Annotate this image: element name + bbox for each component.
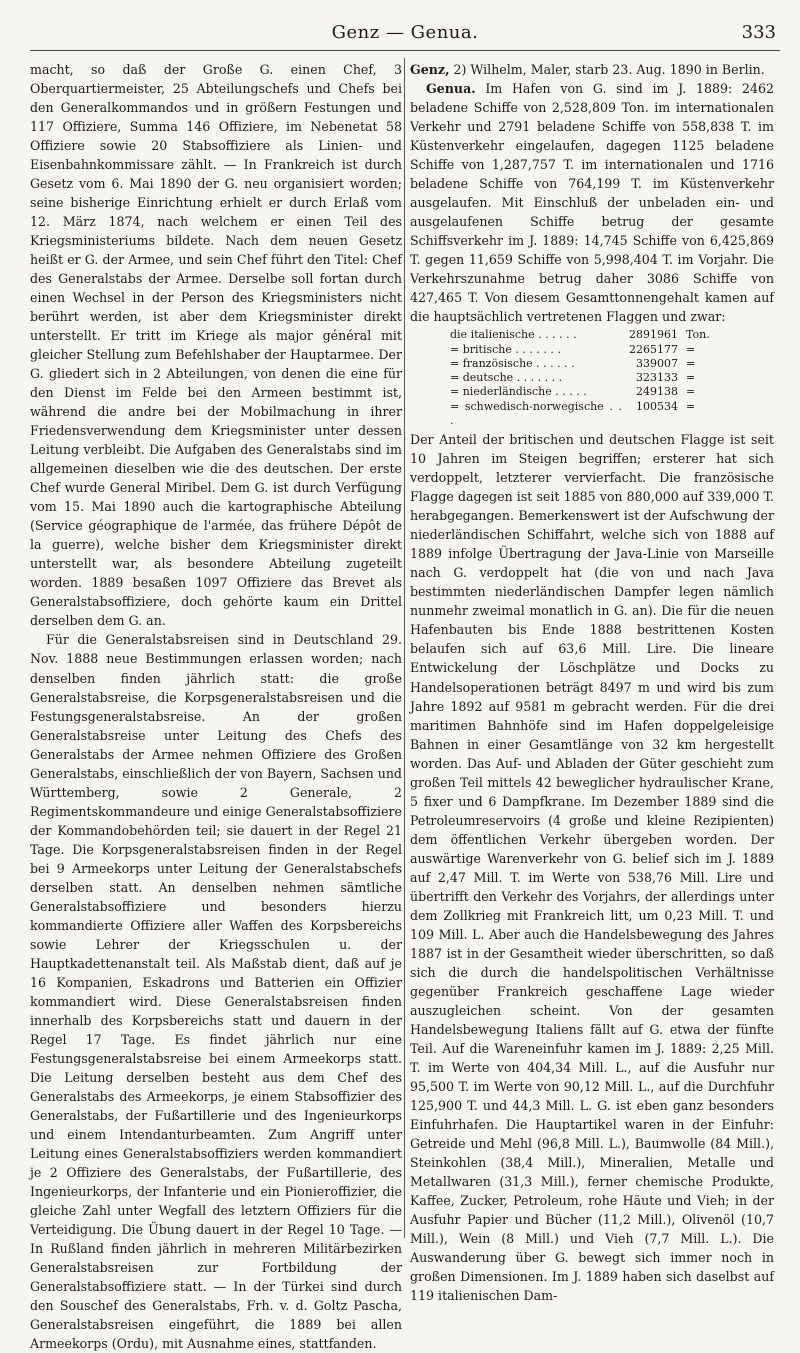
flag-unit: = xyxy=(686,356,696,370)
flag-tonnage: 2265177 xyxy=(629,342,678,356)
genua-text: Im Hafen von G. sind im J. 1889: 2462 beladene Schiffe von 2,528,809 Ton. im internationalen Verkehr und 2791 beladene Schiffe von 558,838 T. im Küstenverkehr eingelaufen, dagegen 1125 beladene Schiffe von 1,287,757 T. im internationalen und 1716 beladene Schiffe von 764,199 T. im Küstenverkehr ausgelaufen. Mit Einschluß der unbeladen ein- und ausgelaufenen Schiffe betrug der gesamte Schiffsverkehr im J. 1889: 14,745 Schiffe von 6,425,869 T. gegen 11,659 Schiffe von 5,998,404 T. im Vorjahr. Die Verkehrszunahme betrug daher 3086 Schiffe von 427,465 T. Von diesem Gesamttonnengehalt kamen auf die hauptsächlich vertretenen Flaggen und zwar: xyxy=(410,81,774,325)
flag-unit: = xyxy=(686,342,696,356)
flag-unit: Ton. xyxy=(686,328,710,342)
table-row xyxy=(450,357,726,371)
column-divider xyxy=(404,58,405,1238)
genua-trade-paragraph: Der Anteil der britischen und deutschen Flagge ist seit 10 Jahren im Steigen begriffen; ersterer hat sich verdoppelt, letzterer vervierfacht. Die französische Flagge dagegen ist seit 1885 von 880,000 auf 339,000 T. herabgegangen. Bemerkenswert ist der Aufschwung der niederländischen Schiffahrt, welche sich von 1888 auf 1889 infolge Übertragung der Java-Linie von Marseille nach G. verdoppelt hat (die von und nach Java bestimmten niederländischen Dampfer legen nämlich nunmehr zweimal monatlich in G. an). Die für die neuen Hafenbauten bis Ende 1888 bestrittenen Kosten belaufen sich auf 63,6 Mill. Lire. Die lineare Entwickelung der Löschplätze und Docks zu Handelsoperationen beträgt 8497 m und wird bis zum Jahre 1892 auf 9581 m gebracht werden. Für die drei maritimen Bahnhöfe sind im Hafen doppelgeleisige Bahnen in einer Gesamtlänge von 32 km hergestellt worden. Das Auf- und Abladen der Güter geschieht zum großen Teil mittels 42 beweglicher hydraulischer Krane, 5 fixer und 6 Dampfkrane. Im Dezember 1889 sind die Petroleumreservoirs (4 große und kleine Rezipienten) dem öffentlichen Verkehr übergeben worden. Der auswärtige Warenverkehr von G. belief sich im J. 1889 auf 2,47 Mill. T. im Werte von 538,76 Mill. Lire und übertrifft den Verkehr des Vorjahrs, der allerdings unter dem Zollkrieg mit Frankreich litt, um 0,23 Mill. T. und 109 Mill. L. Aber auch die Handelsbewegung des Jahres 1887 ist in der Gesamtheit wieder überschritten, so daß sich die durch die handelspolitischen Verhältnisse gegenüber Frankreich geschaffene Lage wieder auszugleichen scheint. Von der gesamten Handelsbewegung Italiens fällt auf G. etwa der fünfte Teil. Auf die Wareneinfuhr kamen im J. 1889: 2,25 Mill. T. im Werte von 404,34 Mill. L., auf die Ausfuhr nur 95,500 T. im Werte von 90,12 Mill. L., auf die Durchfuhr 125,900 T. und 44,3 Mill. L. G. ist eben ganz besonders Einfuhrhafen. Die Hauptartikel waren in der Einfuhr: Getreide und Mehl (96,8 Mill. L.), Baumwolle (84 Mill.), Steinkohlen (38,4 Mill.), Mineralien, Metalle und Metallwaren (31,3 Mill.), ferner chemische Produkte, Kaffee, Zucker, Petroleum, rohe Häute und Vieh; in der Ausfuhr Papier und Bücher (11,2 Mill.), Olivenöl (10,7 Mill.), Wein (8 Mill.) und Vieh (7,7 Mill. L.). Die Auswanderung über G. bewegt sich immer noch in großen Dimensionen. Im J. 1889 haben sich daselbst auf 119 italienischen Dam- xyxy=(410,432,774,1303)
page-number: 333 xyxy=(741,22,776,43)
flag-unit: = xyxy=(686,399,696,413)
running-title: Genz — Genua. xyxy=(331,22,479,43)
flag-name: = britische . . . . . . . xyxy=(450,342,561,356)
flag-tonnage: 323133 xyxy=(636,371,678,385)
flag-tonnage: 339007 xyxy=(636,356,678,370)
flag-tonnage-table xyxy=(450,328,726,428)
generalstab-paragraph: macht, so daß der Große G. einen Chef, 3 Oberquartiermeister, 25 Abteilungschefs und Chefs bei den Generalkommandos und in größern Festungen und 117 Offiziere, Summa 146 Offiziere, im Nebenetat 58 Offiziere sowie 20 Stabsoffiziere als Linien- und Eisenbahnkommissare zählt. — In Frankreich ist durch Gesetz vom 6. Mai 1890 der G. neu organisiert worden; seine bisherige Einrichtung erhielt er durch Erlaß vom 12. März 1874, nach welchem er einen Teil des Kriegsministeriums bildete. Nach dem neuen Gesetz heißt er G. der Armee, und sein Chef führt den Titel: Chef des Generalstabs der Armee. Derselbe soll fortan durch einen Wechsel in der Person des Kriegsministers nicht berührt werden, ist aber dem Kriegsminister direkt unterstellt. Er tritt im Kriege als major général mit gleicher Stellung zum Befehlshaber der Hauptarmee. Der G. gliedert sich in 2 Abteilungen, von denen die eine für den Dienst im Felde bei den Armeen bestimmt ist, während die andre bei der Mobilmachung in ihrer Friedensverwendung dem Kriegsminister unter dessen Leitung verbleibt. Die Aufgaben des Generalstabs sind im allgemeinen dieselben wie die des deutschen. Der erste Chef wurde General Miribel. Dem G. ist durch Verfügung vom 15. Mai 1890 auch die kartographische Abteilung (Service géographique de l'armée, das frühere Dépôt de la guerre), welche bisher dem Kriegsminister direkt unterstellt war, als besondere Abteilung zugeteilt worden. 1889 besaßen 1097 Offiziere das Brevet als Generalstabsoffiziere, doch gehörte kaum ein Drittel derselben dem G. an. xyxy=(30,62,402,629)
left-column xyxy=(30,60,402,1353)
generalstabsreisen-paragraph: Für die Generalstabsreisen sind in Deutschland 29. Nov. 1888 neue Bestimmungen erlassen worden; nach denselben finden jährlich statt: die große Generalstabsreise, die Korpsgeneralstabsreisen und die Festungsgeneralstabsreise. An der großen Generalstabsreise unter Leitung des Chefs des Generalstabs der Armee nehmen Offiziere des Großen Generalstabs, einschließlich der von Bayern, Sachsen und Württemberg, sowie 2 Generale, 2 Regimentskommandeure und einige Generalstabsoffiziere der Kommandobehörden teil; sie dauert in der Regel 21 Tage. Die Korpsgeneralstabsreisen finden in der Regel bei 9 Armeekorps unter Leitung der Generalstabschefs derselben statt. An denselben nehmen sämtliche Generalstabsoffiziere und besonders hierzu kommandierte Offiziere aller Waffen des Korpsbereichs sowie Lehrer der Kriegsschulen u. der Hauptkadettenanstalt teil. Als Maßstab dient, daß auf je 16 Kompanien, Eskadrons und Batterien ein Offizier kommandiert wird. Diese Generalstabsreisen finden innerhalb des Korpsbereichs statt und dauern in der Regel 17 Tage. Es findet jährlich nur eine Festungsgeneralstabsreise bei einem Armeekorps statt. Die Leitung derselben besteht aus dem Chef des Generalstabs des Armeekorps, je einem Stabsoffizier des Generalstabs, der Fußartillerie und des Ingenieurkorps und einem Intendanturbeamten. Zum Angriff unter Leitung eines Generalstabsoffiziers werden kommandiert je 2 Offiziere des Generalstabs, der Fußartillerie, des Ingenieurkorps, der Infanterie und ein Pionieroffizier, die gleiche Zahl unter Wegfall des letztern Offiziers für die Verteidigung. Die Übung dauert in der Regel 10 Tage. — In Rußland finden jährlich in mehreren Militärbezirken Generalstabsreisen zur Fortbildung der Generalstabsoffiziere statt. — In der Türkei sind durch den Souschef des Generalstabs, Frh. v. d. Goltz Pascha, Generalstabsreisen eingeführt, die 1889 bei allen Armeekorps (Ordu), mit Ausnahme eines, stattfanden. xyxy=(30,632,402,1352)
table-row xyxy=(450,400,726,429)
flag-name: = französische . . . . . . xyxy=(450,356,575,370)
table-row xyxy=(450,385,726,399)
genz-headword: Genz, xyxy=(410,62,450,77)
flag-tonnage: 249138 xyxy=(636,385,678,399)
right-column xyxy=(410,60,774,1305)
flag-name: = schwedisch-norwegische . . . xyxy=(450,399,622,427)
flag-name: die italienische . . . . . . xyxy=(450,328,577,342)
genz-entry xyxy=(410,60,774,79)
table-row xyxy=(450,343,726,357)
flag-tonnage: 2891961 xyxy=(629,328,678,342)
genua-headword: Genua. xyxy=(426,81,476,97)
table-row xyxy=(450,371,726,385)
flag-name: = deutsche . . . . . . . xyxy=(450,371,563,385)
flag-unit: = xyxy=(686,385,696,399)
genz-text: 2) Wilhelm, Maler, starb 23. Aug. 1890 in Berlin. xyxy=(453,62,765,77)
table-row xyxy=(450,328,726,342)
flag-name: = niederländische . . . . . xyxy=(450,385,587,399)
flag-tonnage: 100534 xyxy=(636,399,678,413)
flag-unit: = xyxy=(686,371,696,385)
genua-entry xyxy=(410,79,774,326)
running-header xyxy=(30,14,780,51)
